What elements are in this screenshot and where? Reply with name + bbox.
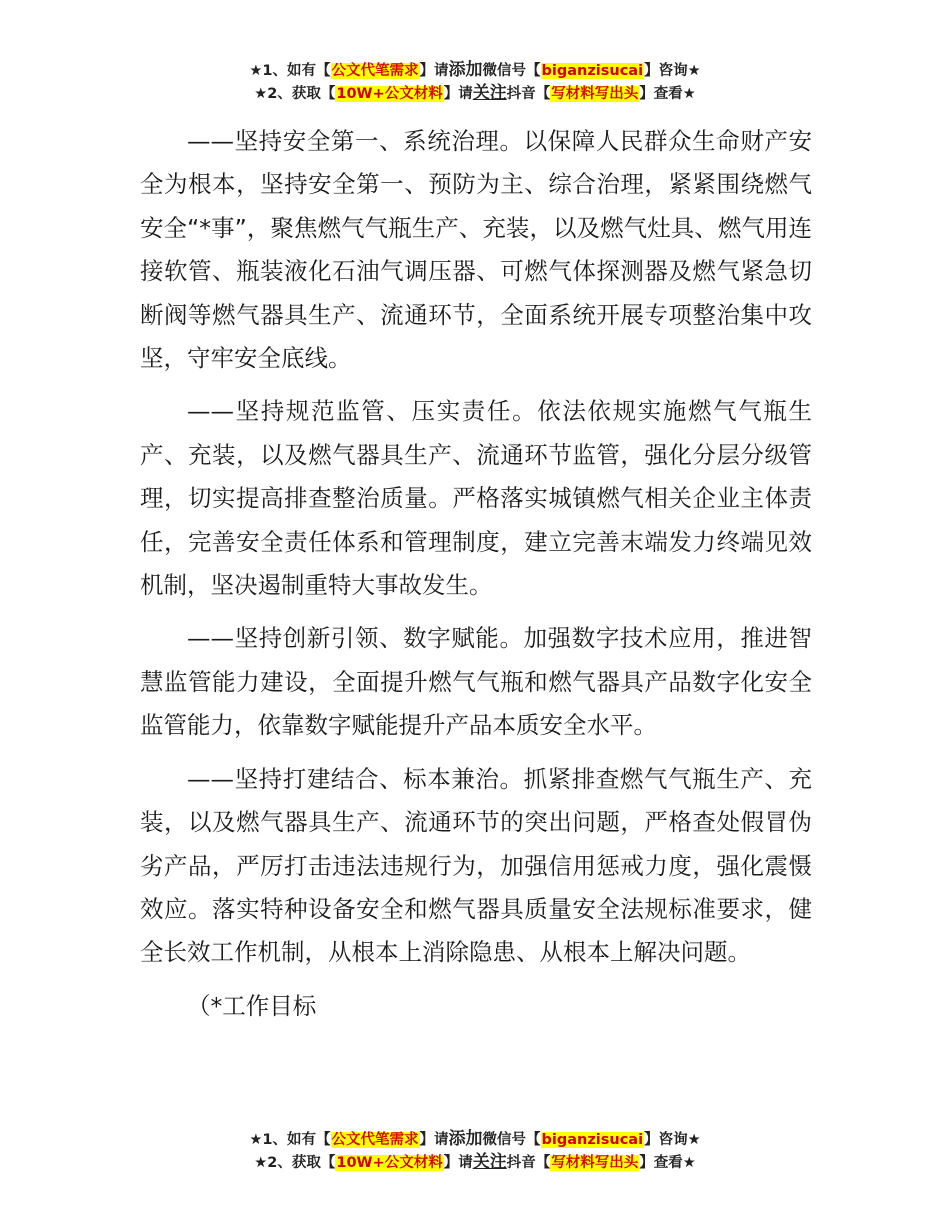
banner-line-1: ★1、如有【公文代笔需求】请添加微信号【biganzisucai】咨询★: [249, 60, 701, 80]
highlight-douyin: 写材料写出头: [551, 86, 639, 102]
header-banner: [0, 59, 950, 105]
banner-line-2: ★2、获取【10W+公文材料】请关注抖音【写材料写出头】查看★: [254, 1152, 696, 1172]
paragraph: ——坚持安全第一、系统治理。以保障人民群众生命财产安全为根本，坚持安全第一、预防为主、综合治理，紧紧围绕燃气安全“*事”，聚焦燃气气瓶生产、充装，以及燃气灶具、燃气用连接软管、瓶装液化石油气调压器、可燃气体探测器及燃气紧急切断阀等燃气器具生产、流通环节，全面系统开展专项整治集中攻坚，守牢安全底线。: [140, 127, 812, 373]
footer-banner: [0, 1128, 950, 1174]
banner-line-1: ★1、如有【公文代笔需求】请添加微信号【biganzisucai】咨询★: [249, 1129, 701, 1149]
highlight-materials: 10W+公文材料: [336, 1155, 443, 1171]
highlight-douyin: 写材料写出头: [551, 1155, 639, 1171]
paragraph: ——坚持规范监管、压实责任。依法依规实施燃气气瓶生产、充装，以及燃气器具生产、流通环节监管，强化分层分级管理，切实提高排查整治质量。严格落实城镇燃气相关企业主体责任，完善安全责任体系和管理制度，建立完善末端发力终端见效机制，坚决遏制重特大事故发生。: [140, 397, 812, 600]
highlight-wechat-id: biganzisucai: [541, 63, 644, 79]
paragraph: ——坚持打建结合、标本兼治。抓紧排查燃气气瓶生产、充装，以及燃气器具生产、流通环节的突出问题，严格查处假冒伪劣产品，严厉打击违法违规行为，加强信用惩戒力度，强化震慑效应。落实特种设备安全和燃气器具质量安全法规标准要求，健全长效工作机制，从根本上消除隐患、从根本上解决问题。: [140, 764, 812, 967]
section-heading: （*工作目标: [187, 991, 317, 1020]
highlight-service: 公文代笔需求: [331, 63, 419, 79]
paragraph: ——坚持创新引领、数字赋能。加强数字技术应用，推进智慧监管能力建设，全面提升燃气气瓶和燃气器具产品数字化安全监管能力，依靠数字赋能提升产品本质安全水平。: [140, 624, 812, 740]
highlight-materials: 10W+公文材料: [336, 86, 443, 102]
document-body: [140, 120, 812, 1028]
highlight-service: 公文代笔需求: [331, 1132, 419, 1148]
banner-line-2: ★2、获取【10W+公文材料】请关注抖音【写材料写出头】查看★: [254, 83, 696, 103]
highlight-wechat-id: biganzisucai: [541, 1132, 644, 1148]
